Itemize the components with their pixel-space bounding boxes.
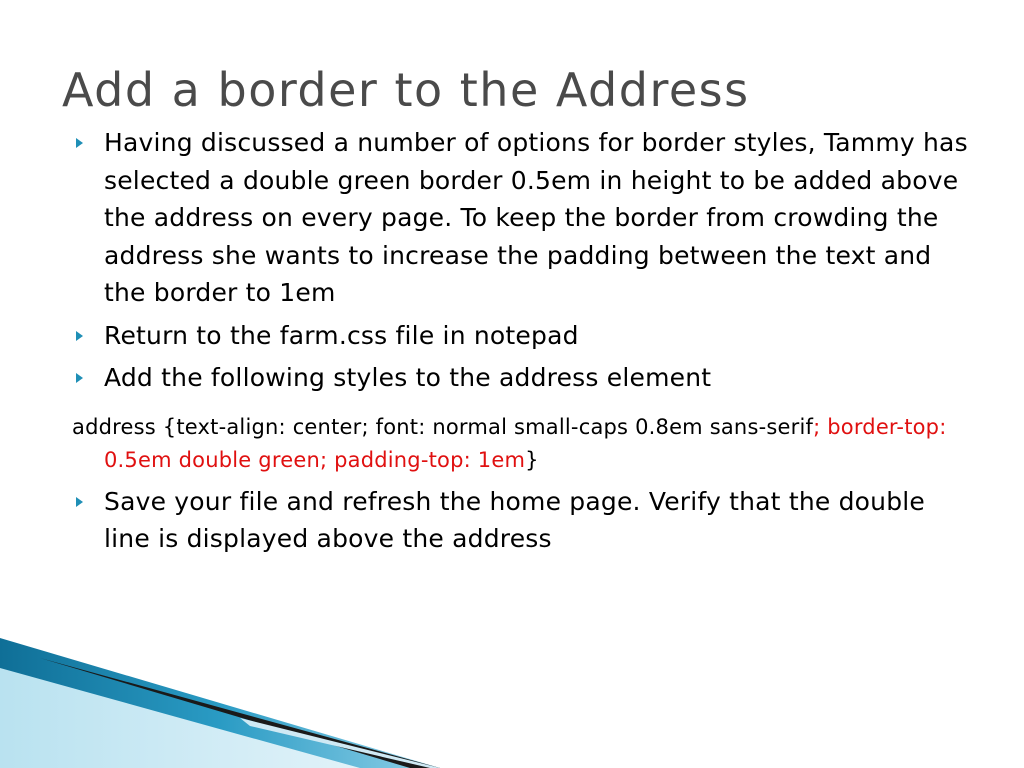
bullet-item xyxy=(72,124,972,312)
bullet-item xyxy=(72,317,972,355)
bullet-item xyxy=(72,359,972,397)
bullet-arrow-icon xyxy=(76,138,83,148)
code-part-highlight: ; border-top: 0.5em double green; padding-top: 1em xyxy=(104,414,947,472)
bullet-text: Add the following styles to the address element xyxy=(104,363,712,392)
slide-content xyxy=(72,124,972,563)
bullet-text: Having discussed a number of options for border styles, Tammy has selected a double green border 0.5em in height to be added above the address on every page. To keep the border from crowding the address she wants to increase the padding between the text and the border to 1em xyxy=(104,128,968,307)
css-code-line xyxy=(72,411,972,477)
bullet-item xyxy=(72,483,972,558)
code-part-closing: } xyxy=(525,447,539,472)
bullet-text: Return to the farm.css file in notepad xyxy=(104,320,579,350)
decorative-swoosh xyxy=(0,638,1024,768)
bullet-arrow-icon xyxy=(76,331,83,341)
code-part-normal: address {text-align: center; font: normal small-caps 0.8em sans-serif xyxy=(72,414,814,439)
bullet-arrow-icon xyxy=(76,497,83,507)
bullet-arrow-icon xyxy=(76,373,83,383)
bullet-text: Save your file and refresh the home page. Verify that the double line is displayed above the address xyxy=(104,486,926,553)
slide-title: Add a border to the Address xyxy=(62,63,750,117)
